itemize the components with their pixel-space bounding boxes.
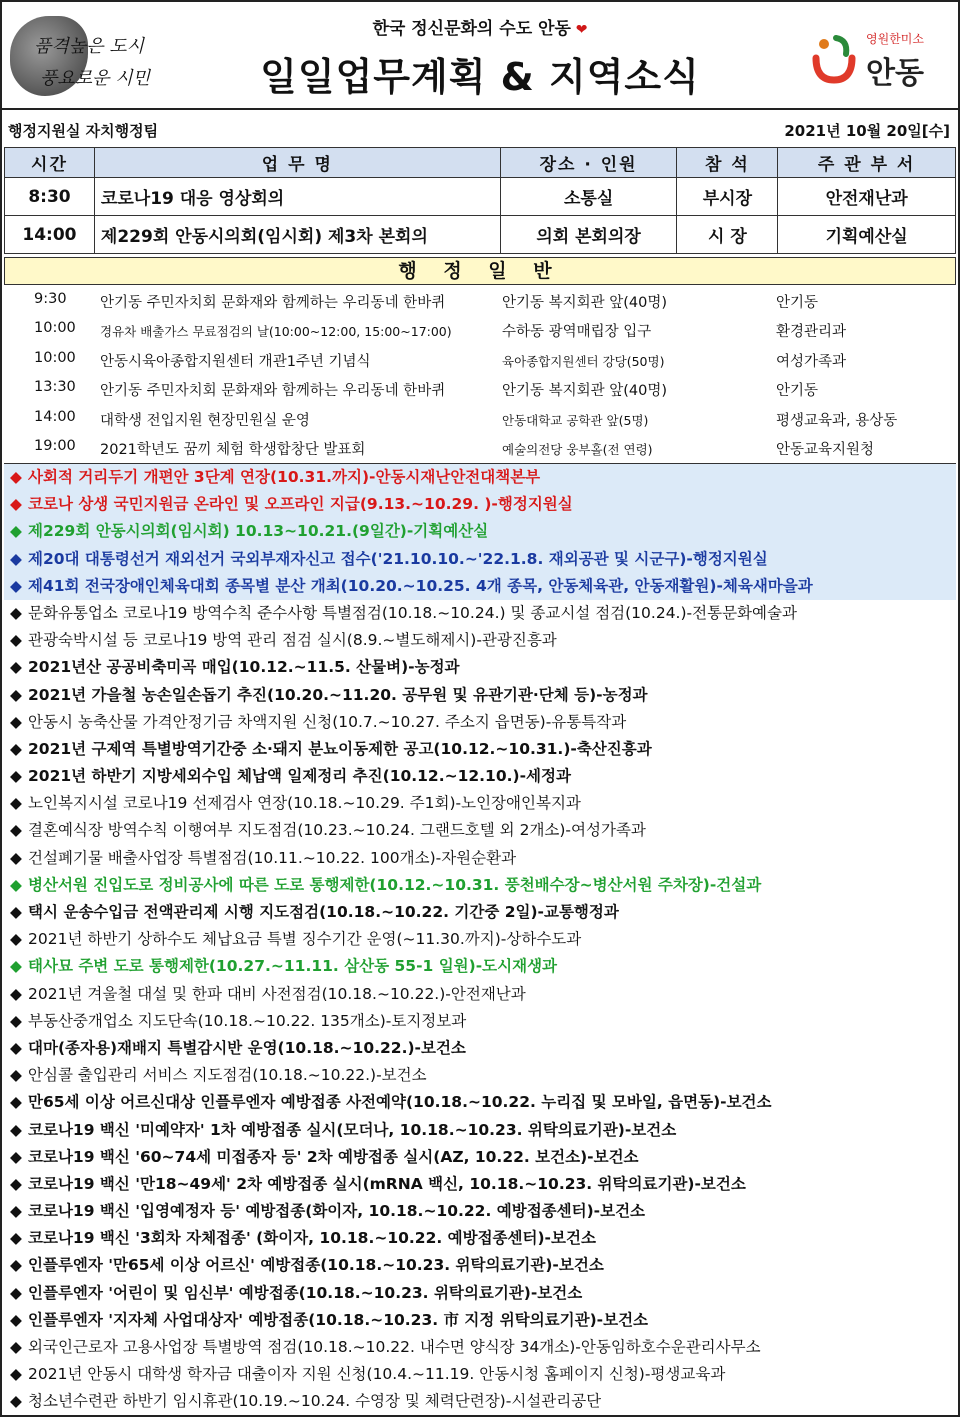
- notice-item: [4, 1334, 956, 1361]
- regional-news-list: [4, 463, 956, 1416]
- notice-item: [4, 872, 956, 899]
- item-place: 안동대학교 공학관 앞(5명): [502, 412, 649, 428]
- notice-item: [4, 1008, 956, 1035]
- item-time: 13:30: [34, 379, 76, 396]
- diamond-bullet-icon: ◆: [10, 658, 22, 677]
- diamond-bullet-icon: ◆: [10, 631, 22, 650]
- item-place: 안기동 복지회관 앞(40명): [502, 295, 668, 311]
- diamond-bullet-icon: ◆: [10, 1174, 22, 1193]
- andong-smile-icon: [806, 30, 862, 86]
- notice-text: 제41회 전국장애인체육대회 종목별 분산 개최(10.20.~10.25. 4개 종목, 안동체육관, 안동재활원)-체육새마을과: [28, 576, 813, 595]
- notice-text: 택시 운송수입금 전액관리제 시행 지도점검(10.18.~10.22. 기간중 2일)-교통행정과: [28, 903, 619, 921]
- schedule-table: [4, 147, 956, 254]
- diamond-bullet-icon: ◆: [10, 1256, 22, 1275]
- notice-item: [4, 1035, 956, 1062]
- diamond-bullet-icon: ◆: [10, 1147, 22, 1166]
- notice-text: 2021년산 공공비축미곡 매입(10.12.~11.5. 산물벼)-농정과: [28, 658, 460, 677]
- notice-item: [4, 736, 956, 763]
- diamond-bullet-icon: ◆: [10, 712, 22, 731]
- item-place: 육아종합지원센터 강당(50명): [502, 353, 665, 369]
- item-place: 안기동 복지회관 앞(40명): [502, 383, 668, 400]
- list-item: [4, 314, 956, 343]
- cell-attend: 부시장: [677, 178, 778, 216]
- notice-item: [4, 1062, 956, 1089]
- item-place: 예술의전당 웅부홀(전 연령): [502, 441, 653, 457]
- diamond-bullet-icon: ◆: [10, 767, 22, 786]
- diamond-bullet-icon: ◆: [10, 1066, 22, 1085]
- item-task: 2021학년도 꿈끼 체험 학생합창단 발표회: [100, 441, 366, 458]
- diamond-bullet-icon: ◆: [10, 1229, 22, 1248]
- diamond-bullet-icon: ◆: [10, 522, 22, 541]
- diamond-bullet-icon: ◆: [10, 1202, 22, 1221]
- diamond-bullet-icon: ◆: [10, 468, 22, 486]
- header: [2, 2, 958, 110]
- item-dept: 안기동: [776, 295, 819, 311]
- list-item: [4, 373, 956, 402]
- item-place: 수하동 광역매립장 입구: [502, 324, 652, 341]
- diamond-bullet-icon: ◆: [10, 1011, 22, 1030]
- item-time: 10:00: [34, 349, 76, 366]
- motto-line-2: 풍요로운 시민: [40, 68, 151, 89]
- cell-place: 소통실: [500, 178, 677, 216]
- document-title: 일일업무계획 & 지역소식: [260, 55, 700, 99]
- info-bar: [2, 118, 958, 144]
- list-item: [4, 344, 956, 373]
- diamond-bullet-icon: ◆: [10, 875, 22, 894]
- cell-place: 의회 본회의장: [500, 216, 677, 254]
- diamond-bullet-icon: ◆: [10, 685, 22, 704]
- document-date: 2021년 10월 20일[수]: [784, 122, 950, 140]
- notice-item: [4, 1171, 956, 1198]
- notice-item: [4, 817, 956, 844]
- notice-text: 인플루엔자 '지자체 사업대상자' 예방접종(10.18.~10.23. 市 지정 위탁의료기관)-보건소: [28, 1310, 649, 1329]
- list-item: [4, 432, 956, 461]
- notice-text: 태사묘 주변 도로 통행제한(10.27.~11.11. 삼산동 55-1 일원)-도시재생과: [28, 957, 558, 976]
- admin-schedule-list: [4, 285, 956, 461]
- heart-icon: ❤: [570, 22, 588, 38]
- diamond-bullet-icon: ◆: [10, 1338, 22, 1356]
- notice-text: 2021년 겨울철 대설 및 한파 대비 사전점검(10.18.~10.22.)-안전재난과: [28, 984, 526, 1003]
- notice-text: 인플루엔자 '어린이 및 임신부' 예방접종(10.18.~10.23. 위탁의료기관)-보건소: [28, 1283, 583, 1302]
- item-task: 경유차 배출가스 무료점검의 날(10:00~12:00, 15:00~17:00): [100, 324, 452, 340]
- notice-text: 코로나19 백신 '60~74세 미접종자 등' 2차 예방접종 실시(AZ, 10.22. 보건소)-보건소: [28, 1147, 639, 1166]
- notice-text: 2021년 하반기 지방세외수입 체납액 일제정리 추진(10.12.~12.10.)-세정과: [28, 767, 571, 786]
- item-dept: 여성가족과: [776, 353, 847, 370]
- notice-item: [4, 600, 956, 627]
- notice-text: 안동시 농축산물 가격안정기금 차액지원 신청(10.7.~10.27. 주소지 읍면동)-유통특작과: [28, 712, 627, 731]
- diamond-bullet-icon: ◆: [10, 794, 22, 813]
- col-header-task: 업 무 명: [94, 148, 500, 178]
- notice-item: [4, 845, 956, 872]
- notice-item: [4, 1388, 956, 1415]
- notice-item: [4, 981, 956, 1008]
- diamond-bullet-icon: ◆: [10, 1310, 22, 1329]
- diamond-bullet-icon: ◆: [10, 603, 22, 622]
- notice-text: 제229회 안동시의회(임시회) 10.13~10.21.(9일간)-기획예산실: [28, 522, 489, 541]
- notice-item: [4, 464, 956, 491]
- notice-text: 2021년 하반기 상하수도 체납요금 특별 징수기간 운영(~11.30.까지)-상하수도과: [28, 930, 582, 949]
- notice-text: 2021년 안동시 대학생 학자금 대출이자 지원 신청(10.4.~11.19. 안동시청 홈페이지 신청)-평생교육과: [28, 1365, 726, 1384]
- list-item: [4, 285, 956, 314]
- diamond-bullet-icon: ◆: [10, 821, 22, 840]
- notice-text: 병산서원 진입도로 정비공사에 따른 도로 통행제한(10.12.~10.31. 풍천배수장~병산서원 주차장)-건설과: [28, 875, 762, 894]
- diamond-bullet-icon: ◆: [10, 1038, 22, 1057]
- notice-item: [4, 627, 956, 654]
- notice-text: 대마(종자용)재배지 특별감시반 운영(10.18.~10.22.)-보건소: [28, 1038, 466, 1057]
- notice-item: [4, 518, 956, 545]
- notice-text: 코로나 상생 국민지원금 온라인 및 오프라인 지급(9.13.~10.29. )-행정지원실: [28, 495, 573, 514]
- cell-dept: 기획예산실: [778, 216, 956, 254]
- notice-item: [4, 1252, 956, 1279]
- notice-text: 코로나19 백신 '만18~49세' 2차 예방접종 실시(mRNA 백신, 10.18.~10.23. 위탁의료기관)-보건소: [28, 1174, 746, 1193]
- notice-item: [4, 1361, 956, 1388]
- notice-text: 건설폐기물 배출사업장 특별점검(10.11.~10.22. 100개소)-자원순환과: [28, 848, 517, 867]
- notice-text: 코로나19 백신 '미예약자' 1차 예방접종 실시(모더나, 10.18.~10.23. 위탁의료기관)-보건소: [28, 1120, 677, 1139]
- team-name: 행정지원실 자치행정팀: [8, 122, 159, 140]
- item-task: 안동시육아종합지원센터 개관1주년 기념식: [100, 353, 371, 370]
- cell-task: 제229회 안동시의회(임시회) 제3차 본회의: [94, 216, 500, 254]
- diamond-bullet-icon: ◆: [10, 903, 22, 921]
- notice-text: 만65세 이상 어르신대상 인플루엔자 예방접종 사전예약(10.18.~10.22. 누리집 및 모바일, 읍면동)-보건소: [28, 1093, 772, 1112]
- item-dept: 안동교육지원청: [776, 441, 875, 458]
- notice-item: [4, 491, 956, 518]
- item-task: 안기동 주민자치회 문화재와 함께하는 우리동네 한바퀴: [100, 295, 446, 311]
- notice-item: [4, 682, 956, 709]
- notice-text: 코로나19 백신 '3회차 자체접종' (화이자, 10.18.~10.22. 예방접종센터)-보건소: [28, 1229, 596, 1248]
- notice-item: [4, 1198, 956, 1225]
- cell-attend: 시 장: [677, 216, 778, 254]
- col-header-time: 시간: [5, 148, 95, 178]
- item-time: 19:00: [34, 437, 76, 454]
- diamond-bullet-icon: ◆: [10, 984, 22, 1003]
- item-time: 14:00: [34, 408, 76, 425]
- motto-line-1: 품격높은 도시: [34, 36, 145, 57]
- col-header-attend: 참 석: [677, 148, 778, 178]
- table-row: [5, 178, 956, 216]
- diamond-bullet-icon: ◆: [10, 848, 22, 867]
- notice-item: [4, 926, 956, 953]
- item-dept: 안기동: [776, 383, 819, 400]
- diamond-bullet-icon: ◆: [10, 1392, 22, 1411]
- notice-text: 문화유통업소 코로나19 방역수칙 준수사항 특별점검(10.18.~10.24.) 및 종교시설 점검(10.24.)-전통문화예술과: [28, 603, 797, 622]
- notice-text: 사회적 거리두기 개편안 3단계 연장(10.31.까지)-안동시재난안전대책본부: [28, 468, 541, 486]
- diamond-bullet-icon: ◆: [10, 739, 22, 758]
- brand-slogan: 영원한미소: [866, 32, 924, 46]
- diamond-bullet-icon: ◆: [10, 1093, 22, 1112]
- notice-item: [4, 1089, 956, 1116]
- diamond-bullet-icon: ◆: [10, 1120, 22, 1139]
- notice-item: [4, 1144, 956, 1171]
- table-row: [5, 216, 956, 254]
- notice-text: 안심콜 출입관리 서비스 지도점검(10.18.~10.22.)-보건소: [28, 1066, 427, 1085]
- col-header-dept: 주 관 부 서: [778, 148, 956, 178]
- notice-item: [4, 709, 956, 736]
- list-item: [4, 403, 956, 432]
- item-time: 10:00: [34, 320, 76, 337]
- notice-text: 코로나19 백신 '입영예정자 등' 예방접종(화이자, 10.18.~10.22. 예방접종센터)-보건소: [28, 1202, 646, 1221]
- notice-text: 외국인근로자 고용사업장 특별방역 점검(10.18.~10.22. 내수면 양식장 34개소)-안동임하호수운관리사무소: [28, 1338, 761, 1356]
- cell-task: 코로나19 대응 영상회의: [94, 178, 500, 216]
- notice-text: 노인복지시설 코로나19 선제검사 연장(10.18.~10.29. 주1회)-노인장애인복지과: [28, 794, 581, 813]
- brand-city-name: 안동: [866, 56, 924, 91]
- andong-brand-logo: [806, 22, 942, 92]
- notice-item: [4, 546, 956, 573]
- diamond-bullet-icon: ◆: [10, 495, 22, 514]
- notice-item: [4, 953, 956, 980]
- schedule-header-row: [5, 148, 956, 178]
- item-time: 9:30: [34, 291, 67, 307]
- notice-item: [4, 1307, 956, 1334]
- diamond-bullet-icon: ◆: [10, 1365, 22, 1384]
- notice-item: [4, 1225, 956, 1252]
- cell-time: 8:30: [5, 178, 95, 216]
- admin-section-heading: 행 정 일 반: [4, 257, 956, 285]
- notice-text: 2021년 가을철 농손일손돕기 추진(10.20.~11.20. 공무원 및 유관기관·단체 등)-농정과: [28, 685, 648, 704]
- diamond-bullet-icon: ◆: [10, 930, 22, 949]
- item-task: 대학생 전입지원 현장민원실 운영: [100, 412, 310, 429]
- notice-item: [4, 899, 956, 926]
- notice-text: 제20대 대통령선거 재외선거 국외부재자신고 접수('21.10.10.~'22.1.8. 재외공관 및 시군구)-행정지원실: [28, 549, 768, 568]
- notice-text: 관광숙박시설 등 코로나19 방역 관리 점검 실시(8.9.~별도해제시)-관광진흥과: [28, 631, 557, 650]
- notice-item: [4, 654, 956, 681]
- notice-text: 인플루엔자 '만65세 이상 어르신' 예방접종(10.18.~10.23. 위탁의료기관)-보건소: [28, 1256, 604, 1275]
- notice-text: 청소년수련관 하반기 임시휴관(10.19.~10.24. 수영장 및 체력단련장)-시설관리공단: [28, 1392, 602, 1411]
- subtitle-text: 한국 정신문화의 수도 안동: [372, 19, 571, 39]
- cell-dept: 안전재난과: [778, 178, 956, 216]
- notice-text: 부동산중개업소 지도단속(10.18.~10.22. 135개소)-토지정보과: [28, 1011, 467, 1030]
- diamond-bullet-icon: ◆: [10, 576, 22, 595]
- cell-time: 14:00: [5, 216, 95, 254]
- notice-item: [4, 790, 956, 817]
- col-header-place: 장소 · 인원: [500, 148, 677, 178]
- notice-item: [4, 1117, 956, 1144]
- notice-item: [4, 1280, 956, 1307]
- diamond-bullet-icon: ◆: [10, 1283, 22, 1302]
- notice-item: [4, 573, 956, 600]
- diamond-bullet-icon: ◆: [10, 549, 22, 568]
- notice-item: [4, 763, 956, 790]
- notice-text: 2021년 구제역 특별방역기간중 소·돼지 분뇨이동제한 공고(10.12.~10.31.)-축산진흥과: [28, 739, 652, 758]
- item-task: 안기동 주민자치회 문화재와 함께하는 우리동네 한바퀴: [100, 383, 446, 400]
- item-dept: 평생교육과, 용상동: [776, 412, 898, 429]
- notice-text: 결혼예식장 방역수칙 이행여부 지도점검(10.23.~10.24. 그랜드호텔 외 2개소)-여성가족과: [28, 821, 646, 840]
- diamond-bullet-icon: ◆: [10, 957, 22, 976]
- item-dept: 환경관리과: [776, 324, 847, 341]
